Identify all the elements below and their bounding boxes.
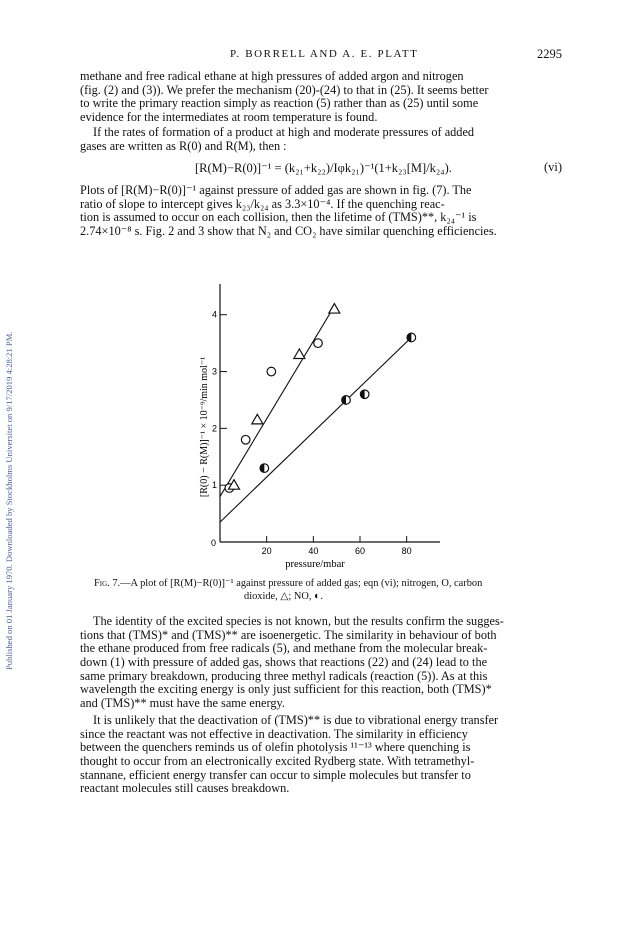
equation-number: (vi) — [543, 160, 562, 174]
data-points — [225, 304, 416, 493]
equation-vi — [80, 160, 562, 176]
text-line: tion is assumed to occur on each collision, then the lifetime of (TMS)**, k₂₄⁻¹ is — [80, 210, 477, 225]
fit-lines — [220, 306, 411, 522]
figure-caption — [94, 578, 564, 603]
text-line: between the quenchers reminds us of olefin photolysis ¹¹⁻¹³ where quenching is — [80, 740, 471, 755]
point-no — [342, 396, 351, 405]
x-tick-label: 20 — [261, 546, 272, 556]
point-carbon-dioxide — [252, 414, 263, 424]
text-line: 2.74×10⁻⁸ s. Fig. 2 and 3 show that N₂ and CO₂ have similar quenching efficiencies. — [80, 224, 497, 239]
text-line: methane and free radical ethane at high pressures of added argon and nitrogen — [80, 69, 464, 83]
text-line: reactant molecules still causes breakdown. — [80, 781, 290, 796]
text-line: (fig. (2) and (3)). We prefer the mechanism (20)-(24) to that in (25). It seems better — [80, 82, 489, 97]
point-nitrogen — [241, 435, 250, 444]
fit-line — [220, 337, 411, 522]
fit-line — [220, 306, 334, 496]
text-line: down (1) with pressure of added gas, shows that reactions (22) and (24) lead to the — [80, 655, 488, 670]
caption-line-2: dioxide, △; NO, ◐. — [244, 590, 323, 602]
text-line: The identity of the excited species is not known, but the results confirm the sugges- — [93, 614, 504, 628]
text-line: thought to occur from an electronically excited Rydberg state. With tetramethyl- — [80, 754, 475, 769]
download-watermark — [4, 150, 18, 680]
y-axis-label: [R(0) − R(M)]⁻¹ × 10⁻⁹/min mol⁻¹ — [199, 356, 210, 498]
origin-label: 0 — [210, 538, 216, 548]
point-carbon-dioxide — [294, 349, 305, 359]
text-line: since the reactant was not effective in deactivation. The similarity in efficiency — [80, 726, 468, 741]
paragraph-4 — [80, 615, 562, 711]
text-line: wavelength the exciting energy is only just sufficient for this reaction, both (TMS)* — [80, 682, 492, 697]
figure-7-chart — [170, 280, 470, 570]
paragraph-5 — [80, 714, 562, 796]
running-head — [80, 48, 562, 64]
text-line: Plots of [R(M)−R(0)]⁻¹ against pressure of added gas are shown in fig. (7). The — [80, 183, 472, 197]
chart-axes — [220, 284, 440, 542]
point-no — [360, 390, 369, 399]
download-watermark-text: Published on 01 January 1970. Downloaded by Stockholms Universitet on 9/17/2019 4:28:21 PM. — [4, 331, 14, 670]
y-tick-label: 3 — [211, 366, 217, 377]
text-line: gases are written as R(0) and R(M), then : — [80, 138, 287, 153]
point-nitrogen — [314, 339, 323, 348]
running-head-authors: P. BORRELL AND A. E. PLATT — [230, 48, 419, 60]
paragraph-2 — [80, 126, 562, 153]
text-line: same primary breakdown, producing three methyl radicals (reaction (5)). As at this — [80, 668, 488, 683]
text-line: to write the primary reaction simply as reaction (5) rather than as (25) until some — [80, 96, 479, 111]
point-no — [260, 464, 269, 473]
point-carbon-dioxide — [329, 304, 340, 314]
x-tick-label: 80 — [401, 546, 412, 556]
x-tick-label: 40 — [308, 546, 319, 556]
text-line: If the rates of formation of a product at high and moderate pressures of added — [93, 125, 475, 139]
page-number: 2295 — [537, 47, 562, 61]
text-line: the ethane produced from free radicals (5), and methane from the molecular break- — [80, 641, 488, 656]
paragraph-1 — [80, 70, 562, 125]
text-line: stannane, efficient energy transfer can occur to simple molecules but transfer to — [80, 767, 471, 782]
text-line: evidence for the intermediates at room temperature is found. — [80, 110, 378, 125]
point-nitrogen — [267, 367, 276, 376]
x-tick-label: 60 — [354, 546, 366, 556]
text-line: and (TMS)** must have the same energy. — [80, 696, 285, 711]
caption-line-1: —A plot of [R(M)−R(0)]⁻¹ against pressure of added gas; eqn (vi); nitrogen, O, carbon — [120, 578, 483, 589]
point-no — [407, 333, 416, 342]
y-tick-label: 2 — [211, 423, 217, 434]
text-line: ratio of slope to intercept gives k₂₃/k₂₄ as 3.3×10⁻⁴. If the quenching reac- — [80, 196, 445, 211]
x-axis-label: pressure/mbar — [285, 559, 345, 570]
text-line: It is unlikely that the deactivation of (TMS)** is due to vibrational energy transfer — [93, 713, 499, 727]
equation-text: [R(M)−R(0)]⁻¹ = (k₂₁+k₂₂)/Iφk₂₁)⁻¹(1+k₂₃[M]/k₂₄). — [195, 161, 452, 175]
y-tick-label: 4 — [211, 309, 217, 320]
y-tick-label: 1 — [211, 480, 217, 491]
caption-label: Fig. 7. — [94, 578, 121, 589]
text-line: tions that (TMS)* and (TMS)** are isoenergetic. The similarity in behaviour of both — [80, 627, 497, 642]
paragraph-3 — [80, 184, 562, 239]
